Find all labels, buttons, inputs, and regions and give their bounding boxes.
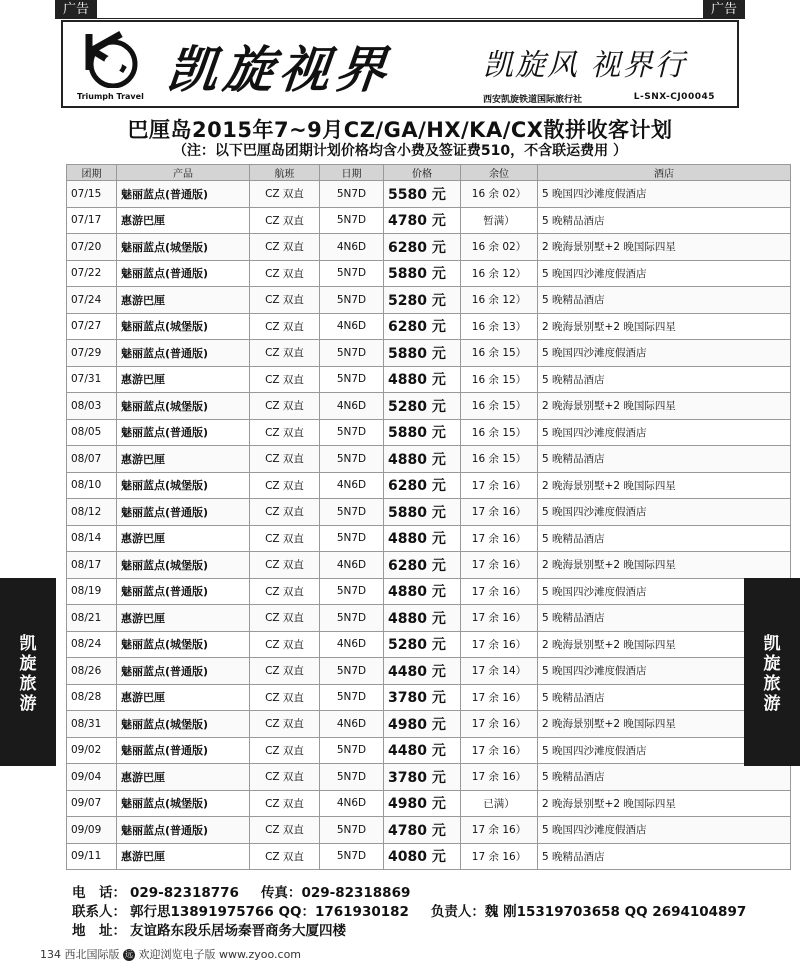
phone-label: 电 话：	[72, 885, 126, 901]
cell-price: 5280 元	[384, 631, 461, 658]
cell-product: 魅丽蓝点(普通版)	[117, 499, 250, 526]
cell-seats: 16 余 02）	[461, 181, 538, 208]
cell-product: 惠游巴厘	[117, 287, 250, 314]
cell-duration: 5N7D	[320, 181, 384, 208]
cell-hotel: 2 晚海景别墅+2 晚国际四星	[538, 393, 791, 420]
cell-date: 08/05	[67, 419, 117, 446]
contact-info	[72, 884, 747, 941]
col-header-seats: 余位	[461, 165, 538, 181]
cell-price: 5880 元	[384, 419, 461, 446]
cell-price: 5880 元	[384, 499, 461, 526]
cell-flight: CZ 双直	[250, 472, 320, 499]
cell-hotel: 5 晚精品酒店	[538, 684, 791, 711]
cell-hotel: 2 晚海景别墅+2 晚国际四星	[538, 631, 791, 658]
table-row	[67, 234, 791, 261]
cell-date: 08/12	[67, 499, 117, 526]
table-row	[67, 260, 791, 287]
cell-seats: 16 余 12）	[461, 260, 538, 287]
cell-duration: 4N6D	[320, 552, 384, 579]
license-number: L-SNX-CJ00045	[633, 92, 715, 102]
cell-product: 惠游巴厘	[117, 764, 250, 791]
cell-hotel: 5 晚精品酒店	[538, 207, 791, 234]
table-row	[67, 605, 791, 632]
cell-duration: 5N7D	[320, 287, 384, 314]
cell-date: 07/24	[67, 287, 117, 314]
cell-price: 6280 元	[384, 234, 461, 261]
col-header-hotel: 酒店	[538, 165, 791, 181]
cell-duration: 5N7D	[320, 525, 384, 552]
cell-hotel: 2 晚海景别墅+2 晚国际四星	[538, 790, 791, 817]
logo-caption: Triumph Travel	[77, 92, 144, 101]
cell-seats: 暂满）	[461, 207, 538, 234]
cell-price: 4980 元	[384, 790, 461, 817]
cell-duration: 5N7D	[320, 419, 384, 446]
cell-product: 惠游巴厘	[117, 207, 250, 234]
cell-seats: 17 余 14）	[461, 658, 538, 685]
table-row	[67, 737, 791, 764]
cell-product: 魅丽蓝点(普通版)	[117, 340, 250, 367]
cell-seats: 17 余 16）	[461, 605, 538, 632]
cell-duration: 4N6D	[320, 472, 384, 499]
col-header-duration: 日期	[320, 165, 384, 181]
cell-price: 5880 元	[384, 340, 461, 367]
zyoo-badge-icon: 远	[125, 950, 133, 959]
cell-duration: 4N6D	[320, 711, 384, 738]
cell-duration: 4N6D	[320, 631, 384, 658]
cell-hotel: 5 晚国四沙滩度假酒店	[538, 181, 791, 208]
header-banner	[61, 20, 739, 108]
cell-date: 08/17	[67, 552, 117, 579]
cell-hotel: 5 晚精品酒店	[538, 843, 791, 870]
cell-hotel: 5 晚国四沙滩度假酒店	[538, 340, 791, 367]
cell-product: 魅丽蓝点(普通版)	[117, 181, 250, 208]
cell-duration: 5N7D	[320, 684, 384, 711]
cell-hotel: 2 晚海景别墅+2 晚国际四星	[538, 313, 791, 340]
cell-product: 惠游巴厘	[117, 366, 250, 393]
ad-label-left: 广告	[55, 0, 97, 19]
cell-duration: 5N7D	[320, 737, 384, 764]
cell-duration: 5N7D	[320, 764, 384, 791]
cell-seats: 16 余 02）	[461, 234, 538, 261]
cell-price: 4480 元	[384, 658, 461, 685]
table-row	[67, 817, 791, 844]
cell-product: 魅丽蓝点(城堡版)	[117, 313, 250, 340]
cell-duration: 4N6D	[320, 313, 384, 340]
cell-seats: 17 余 16）	[461, 737, 538, 764]
cell-price: 4780 元	[384, 207, 461, 234]
cell-price: 3780 元	[384, 764, 461, 791]
cell-seats: 16 余 15）	[461, 340, 538, 367]
cell-date: 08/21	[67, 605, 117, 632]
cell-date: 07/31	[67, 366, 117, 393]
cell-flight: CZ 双直	[250, 843, 320, 870]
cell-price: 4780 元	[384, 817, 461, 844]
page-footer	[40, 946, 301, 962]
cell-hotel: 5 晚国四沙滩度假酒店	[538, 658, 791, 685]
manager-label: 负责人：	[430, 904, 485, 920]
cell-price: 5880 元	[384, 260, 461, 287]
cell-duration: 5N7D	[320, 843, 384, 870]
table-row	[67, 340, 791, 367]
cell-product: 魅丽蓝点(城堡版)	[117, 393, 250, 420]
tour-schedule-table	[66, 164, 790, 870]
cell-flight: CZ 双直	[250, 658, 320, 685]
cell-date: 09/04	[67, 764, 117, 791]
cell-flight: CZ 双直	[250, 525, 320, 552]
cell-date: 08/03	[67, 393, 117, 420]
cell-seats: 16 余 15）	[461, 419, 538, 446]
triumph-travel-logo-icon	[81, 30, 145, 88]
cell-product: 惠游巴厘	[117, 525, 250, 552]
cell-flight: CZ 双直	[250, 578, 320, 605]
cell-price: 5580 元	[384, 181, 461, 208]
cell-flight: CZ 双直	[250, 287, 320, 314]
table-row	[67, 843, 791, 870]
table-row	[67, 393, 791, 420]
cell-seats: 17 余 16）	[461, 684, 538, 711]
table-row	[67, 790, 791, 817]
side-tab-right-label: 凯旋旅游	[763, 634, 781, 714]
contact-person: 郭行思13891975766 QQ：1761930182	[130, 904, 409, 920]
cell-flight: CZ 双直	[250, 499, 320, 526]
cell-duration: 5N7D	[320, 578, 384, 605]
cell-seats: 17 余 16）	[461, 499, 538, 526]
table-row	[67, 499, 791, 526]
table-row	[67, 658, 791, 685]
ad-label-right: 广告	[703, 0, 745, 19]
cell-date: 09/09	[67, 817, 117, 844]
cell-price: 4880 元	[384, 366, 461, 393]
cell-date: 09/11	[67, 843, 117, 870]
cell-hotel: 5 晚精品酒店	[538, 605, 791, 632]
cell-duration: 5N7D	[320, 446, 384, 473]
col-header-price: 价格	[384, 165, 461, 181]
edition-name: 西北国际版	[64, 948, 120, 961]
cell-seats: 已满）	[461, 790, 538, 817]
cell-hotel: 5 晚精品酒店	[538, 764, 791, 791]
contact-line-person	[72, 903, 747, 922]
cell-price: 6280 元	[384, 472, 461, 499]
cell-hotel: 5 晚国四沙滩度假酒店	[538, 817, 791, 844]
table-row	[67, 419, 791, 446]
cell-flight: CZ 双直	[250, 419, 320, 446]
cell-seats: 17 余 16）	[461, 472, 538, 499]
cell-product: 魅丽蓝点(城堡版)	[117, 472, 250, 499]
cell-flight: CZ 双直	[250, 207, 320, 234]
cell-price: 4880 元	[384, 605, 461, 632]
cell-hotel: 2 晚海景别墅+2 晚国际四星	[538, 711, 791, 738]
side-tab-left-label: 凯旋旅游	[19, 634, 37, 714]
cell-hotel: 5 晚国四沙滩度假酒店	[538, 578, 791, 605]
cell-flight: CZ 双直	[250, 340, 320, 367]
cell-flight: CZ 双直	[250, 817, 320, 844]
table-header-row	[67, 165, 791, 181]
contact-line-phone	[72, 884, 742, 903]
cell-flight: CZ 双直	[250, 313, 320, 340]
table-row	[67, 552, 791, 579]
cell-hotel: 5 晚国四沙滩度假酒店	[538, 260, 791, 287]
side-tab-left	[0, 578, 56, 766]
cell-price: 6280 元	[384, 313, 461, 340]
cell-product: 惠游巴厘	[117, 446, 250, 473]
cell-price: 5280 元	[384, 287, 461, 314]
table-row	[67, 287, 791, 314]
cell-flight: CZ 双直	[250, 181, 320, 208]
cell-date: 07/20	[67, 234, 117, 261]
brand-slogan: 凯旋风 视界行	[483, 48, 687, 83]
table-row	[67, 711, 791, 738]
brand-name: 凯旋视界	[164, 40, 395, 99]
cell-flight: CZ 双直	[250, 552, 320, 579]
table-row	[67, 472, 791, 499]
cell-price: 4880 元	[384, 525, 461, 552]
cell-seats: 17 余 16）	[461, 843, 538, 870]
cell-hotel: 2 晚海景别墅+2 晚国际四星	[538, 472, 791, 499]
cell-duration: 5N7D	[320, 366, 384, 393]
cell-product: 惠游巴厘	[117, 843, 250, 870]
cell-seats: 17 余 16）	[461, 631, 538, 658]
cell-duration: 5N7D	[320, 817, 384, 844]
col-header-product: 产品	[117, 165, 250, 181]
cell-hotel: 5 晚精品酒店	[538, 525, 791, 552]
cell-product: 惠游巴厘	[117, 605, 250, 632]
cell-duration: 4N6D	[320, 234, 384, 261]
cell-hotel: 5 晚国四沙滩度假酒店	[538, 737, 791, 764]
cell-date: 07/29	[67, 340, 117, 367]
cell-hotel: 2 晚海景别墅+2 晚国际四星	[538, 234, 791, 261]
cell-flight: CZ 双直	[250, 446, 320, 473]
cell-seats: 17 余 16）	[461, 764, 538, 791]
top-rule	[55, 18, 745, 19]
table-row	[67, 764, 791, 791]
cell-product: 惠游巴厘	[117, 684, 250, 711]
cell-hotel: 5 晚国四沙滩度假酒店	[538, 499, 791, 526]
cell-seats: 16 余 15）	[461, 366, 538, 393]
col-header-flight: 航班	[250, 165, 320, 181]
cell-product: 魅丽蓝点(普通版)	[117, 578, 250, 605]
cell-duration: 5N7D	[320, 499, 384, 526]
fax-label: 传真：	[260, 885, 302, 901]
cell-date: 08/28	[67, 684, 117, 711]
address-label: 地 址：	[72, 923, 126, 939]
cell-price: 4880 元	[384, 446, 461, 473]
cell-flight: CZ 双直	[250, 366, 320, 393]
cell-date: 07/22	[67, 260, 117, 287]
cell-seats: 17 余 16）	[461, 552, 538, 579]
cell-price: 6280 元	[384, 552, 461, 579]
cell-flight: CZ 双直	[250, 711, 320, 738]
table-row	[67, 631, 791, 658]
table-row	[67, 207, 791, 234]
cell-flight: CZ 双直	[250, 260, 320, 287]
cell-product: 魅丽蓝点(普通版)	[117, 260, 250, 287]
cell-duration: 4N6D	[320, 393, 384, 420]
table-row	[67, 525, 791, 552]
table-row	[67, 446, 791, 473]
address-text: 友谊路东段乐居场秦晋商务大厦四楼	[130, 923, 346, 939]
cell-duration: 5N7D	[320, 207, 384, 234]
footer-website: 欢迎浏览电子版 www.zyoo.com	[138, 948, 302, 961]
cell-date: 07/27	[67, 313, 117, 340]
cell-duration: 5N7D	[320, 605, 384, 632]
col-header-date: 团期	[67, 165, 117, 181]
cell-date: 07/17	[67, 207, 117, 234]
cell-price: 4080 元	[384, 843, 461, 870]
cell-duration: 4N6D	[320, 790, 384, 817]
cell-seats: 16 余 15）	[461, 393, 538, 420]
cell-date: 07/15	[67, 181, 117, 208]
cell-flight: CZ 双直	[250, 764, 320, 791]
cell-date: 08/07	[67, 446, 117, 473]
fax-number: 029-82318869	[301, 885, 411, 901]
cell-product: 魅丽蓝点(城堡版)	[117, 552, 250, 579]
cell-hotel: 5 晚国四沙滩度假酒店	[538, 419, 791, 446]
cell-seats: 17 余 16）	[461, 525, 538, 552]
cell-date: 08/14	[67, 525, 117, 552]
cell-flight: CZ 双直	[250, 737, 320, 764]
cell-duration: 5N7D	[320, 340, 384, 367]
page-title: 巴厘岛2015年7~9月CZ/GA/HX/KA/CX散拼收客计划	[127, 118, 673, 142]
cell-product: 魅丽蓝点(城堡版)	[117, 631, 250, 658]
manager-person: 魏 刚15319703658 QQ 2694104897	[484, 904, 747, 920]
table-row	[67, 313, 791, 340]
side-tab-left-text	[0, 634, 56, 714]
cell-duration: 5N7D	[320, 658, 384, 685]
agency-name: 西安凯旋铁道国际旅行社	[483, 95, 583, 105]
cell-seats: 17 余 16）	[461, 817, 538, 844]
cell-product: 魅丽蓝点(城堡版)	[117, 790, 250, 817]
cell-hotel: 5 晚精品酒店	[538, 366, 791, 393]
page-subtitle: （注：以下巴厘岛团期计划价格均含小费及签证费510，不含联运费用 ）	[172, 143, 628, 159]
table-row	[67, 181, 791, 208]
side-tab-right-text	[744, 634, 800, 714]
cell-price: 5280 元	[384, 393, 461, 420]
cell-flight: CZ 双直	[250, 234, 320, 261]
contact-label: 联系人：	[72, 904, 126, 920]
cell-product: 魅丽蓝点(普通版)	[117, 658, 250, 685]
cell-date: 08/24	[67, 631, 117, 658]
cell-seats: 16 余 15）	[461, 446, 538, 473]
cell-product: 魅丽蓝点(普通版)	[117, 419, 250, 446]
table-row	[67, 684, 791, 711]
cell-seats: 16 余 12）	[461, 287, 538, 314]
cell-flight: CZ 双直	[250, 393, 320, 420]
cell-price: 4880 元	[384, 578, 461, 605]
cell-price: 3780 元	[384, 684, 461, 711]
cell-seats: 17 余 16）	[461, 578, 538, 605]
side-tab-right	[744, 578, 800, 766]
cell-date: 08/26	[67, 658, 117, 685]
cell-hotel: 5 晚精品酒店	[538, 446, 791, 473]
cell-flight: CZ 双直	[250, 605, 320, 632]
table-row	[67, 366, 791, 393]
cell-product: 魅丽蓝点(普通版)	[117, 817, 250, 844]
cell-price: 4980 元	[384, 711, 461, 738]
cell-flight: CZ 双直	[250, 631, 320, 658]
cell-date: 08/31	[67, 711, 117, 738]
cell-hotel: 5 晚精品酒店	[538, 287, 791, 314]
cell-price: 4480 元	[384, 737, 461, 764]
cell-hotel: 2 晚海景别墅+2 晚国际四星	[538, 552, 791, 579]
cell-duration: 5N7D	[320, 260, 384, 287]
contact-line-address	[72, 922, 742, 941]
cell-product: 魅丽蓝点(普通版)	[117, 737, 250, 764]
cell-date: 08/10	[67, 472, 117, 499]
cell-date: 08/19	[67, 578, 117, 605]
cell-product: 魅丽蓝点(城堡版)	[117, 234, 250, 261]
phone-number: 029-82318776	[130, 885, 239, 901]
cell-flight: CZ 双直	[250, 790, 320, 817]
table-row	[67, 578, 791, 605]
cell-date: 09/07	[67, 790, 117, 817]
cell-seats: 16 余 13）	[461, 313, 538, 340]
page-number: 134	[40, 948, 61, 961]
cell-date: 09/02	[67, 737, 117, 764]
cell-flight: CZ 双直	[250, 684, 320, 711]
cell-seats: 17 余 16）	[461, 711, 538, 738]
cell-product: 魅丽蓝点(城堡版)	[117, 711, 250, 738]
